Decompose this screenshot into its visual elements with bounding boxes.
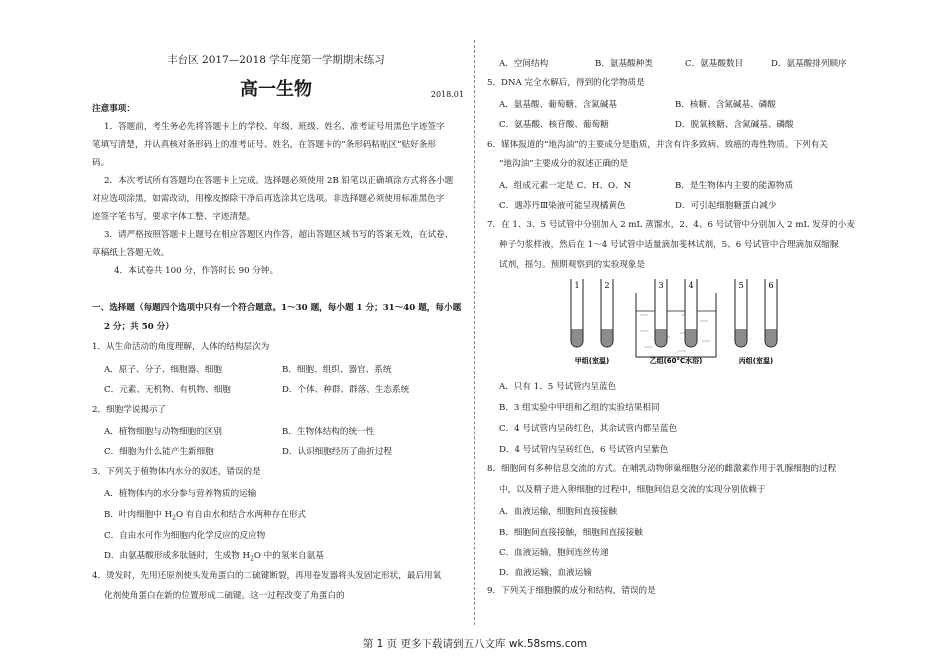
q6-line-1: 6．媒体报道的“地沟油”的主要成分是脂质，并含有许多致病、致癌的毒性物质。下列有关 (487, 140, 828, 150)
note-1-line-1: 1．答题前，考生务必先将答题卡上的学校、年级、班级、姓名、准考证号用黑色字迹签字 (104, 122, 445, 132)
q7-option-a[interactable]: A．只有 1、5 号试管内呈蓝色 (499, 382, 617, 392)
q5-option-a[interactable]: A．氨基酸、葡萄糖、含氮碱基 (499, 100, 617, 110)
test-tube-5 (735, 279, 747, 347)
q8-option-d[interactable]: D．血液运输，血液运输 (499, 568, 592, 578)
q2-option-d[interactable]: D．认识细胞经历了曲折过程 (282, 447, 393, 457)
q6-option-c[interactable]: C．遇苏丹Ⅲ染液可能呈现橘黄色 (499, 201, 626, 211)
note-3-line-1: 3．请严格按照答题卡上题号在相应答题区内作答，超出答题区域书写的答案无效，在试卷、 (104, 230, 454, 240)
q2-option-c[interactable]: C．细胞为什么能产生新细胞 (104, 447, 214, 457)
q3-option-d-part1: D．由氨基酸形成多肽链时，生成物 H (104, 551, 251, 561)
q2-stem: 2．细胞学说揭示了 (92, 405, 167, 415)
test-tube-1 (571, 279, 583, 347)
q2-option-b[interactable]: B．生物体结构的统一性 (282, 427, 375, 437)
column-divider (474, 40, 475, 625)
water-hatching (640, 315, 710, 351)
q6-option-d[interactable]: D．可引起细胞糖蛋白减少 (675, 201, 777, 211)
note-2-line-2: 对应选项涂黑，如需改动，用橡皮擦除干净后再选涂其它选项。非选择题必须使用标准黑色字 (92, 194, 445, 204)
q3-stem: 3．下列关于植物体内水分的叙述，错误的是 (92, 467, 261, 477)
q8-option-c[interactable]: C．血液运输，胞间连丝传递 (499, 548, 609, 558)
q8-line-1: 8．细胞间有多种信息交流的方式。在哺乳动物卵巢细胞分泌的雌激素作用于乳腺细胞的过程 (487, 464, 837, 474)
q6-option-a[interactable]: A．组成元素一定是 C、H、O、N (499, 181, 632, 191)
q7-option-d[interactable]: D．4 号试管内呈砖红色，6 号试管内呈紫色 (499, 445, 669, 455)
q8-line-2: 中，以及精子进入卵细胞的过程中，细胞间信息交流的实现分别依赖于 (499, 485, 766, 495)
q5-option-b[interactable]: B．核糖、含氮碱基、磷酸 (675, 100, 776, 110)
q3-option-a[interactable]: A．植物体内的水分参与营养物质的运输 (104, 489, 257, 499)
q5-option-d[interactable]: D．脱氧核糖、含氮碱基、磷酸 (675, 120, 794, 130)
group1-label: 甲组(室温) (574, 357, 610, 365)
q8-option-a[interactable]: A．血液运输，细胞间直接接触 (499, 507, 617, 517)
q1-option-b[interactable]: B．细胞、组织、器官、系统 (282, 365, 392, 375)
q2-option-a[interactable]: A．植物细胞与动物细胞的区别 (104, 427, 222, 437)
tube-label: 6 (768, 281, 774, 290)
q8-option-b[interactable]: B．细胞间直接接触，细胞间直接接触 (499, 528, 643, 538)
q4-option-b[interactable]: B．氨基酸种类 (595, 59, 653, 69)
q7-line-3: 试剂，摇匀。预期观察到的实验现象是 (499, 260, 646, 270)
group2-label: 乙组(60°C水浴) (649, 357, 703, 365)
page-footer: 第 1 页 更多下载请到五八文库 wk.58sms.com (362, 638, 588, 650)
q3-option-d[interactable]: D．由氨基酸形成多肽链时，生成物 $H_2O$ 中的氢来自氨基 (104, 551, 324, 563)
q5-option-c[interactable]: C．氨基酸、核苷酸、葡萄糖 (499, 120, 609, 130)
tube-group (571, 279, 777, 347)
q6-option-b[interactable]: B．是生物体内主要的能源物质 (675, 181, 794, 191)
notes-heading: 注意事项： (92, 104, 135, 114)
note-1-line-3: 码。 (92, 158, 110, 168)
exam-date: 2018.01 (430, 90, 464, 99)
water-bath-container (636, 293, 716, 357)
note-2-line-1: 2．本次考试所有答题均在答题卡上完成。选择题必须使用 2B 铅笔以正确填涂方式将各小题 (104, 176, 454, 186)
q3-option-c[interactable]: C．自由水可作为细胞内化学反应的反应物 (104, 531, 266, 541)
tube-label: 5 (738, 281, 744, 290)
q4-line-2: 化剂使角蛋白在新的位置形成二硫键。这一过程改变了角蛋白的 (104, 591, 345, 601)
tube-label: 4 (688, 281, 694, 290)
note-2-line-3: 迹签字笔书写，要求字体工整、字迹清楚。 (92, 212, 256, 222)
q5-stem: 5．DNA 完全水解后，得到的化学物质是 (487, 78, 645, 88)
exam-subtitle: 丰台区 2017—2018 学年度第一学期期末练习 (167, 54, 385, 66)
q3-option-b-part1: B．叶肉细胞中 H (104, 510, 173, 520)
q4-option-a[interactable]: A．空间结构 (499, 59, 549, 69)
q1-stem: 1．从生命活动的角度理解，人体的结构层次为 (92, 342, 270, 352)
section-heading-line-1: 一、选择题（每题四个选项中只有一个符合题意。1～30 题，每小题 1 分；31～40 题，每小题 (92, 303, 462, 313)
tube-label: 2 (604, 281, 610, 290)
note-1-line-2: 笔填写清楚，并认真核对条形码上的准考证号、姓名，在答题卡的“条形码粘贴区”贴好条形 (92, 140, 436, 150)
tube-label: 3 (658, 281, 664, 290)
q7-line-1: 7．在 1、3、5 号试管中分别加入 2 mL 蒸馏水，2、4、6 号试管中分别加入 2 mL 发芽的小麦 (487, 220, 855, 230)
q7-option-c[interactable]: C．4 号试管内呈砖红色，其余试管内都呈蓝色 (499, 424, 678, 434)
q7-option-b[interactable]: B．3 组实验中甲组和乙组的实验结果相同 (499, 403, 660, 413)
test-tube-diagram (560, 275, 800, 367)
q4-option-d[interactable]: D．氨基酸排列顺序 (771, 59, 847, 69)
q3-option-b-part2: O 有自由水和结合水两种存在形式 (175, 510, 307, 520)
q4-line-1: 4．烫发时，先用还原剂使头发角蛋白的二硫键断裂，再用卷发器将头发固定形状，最后用氧 (92, 571, 442, 581)
tube-label: 1 (574, 281, 580, 290)
q3-option-b[interactable]: B．叶肉细胞中 $H_2O$ 有自由水和结合水两种存在形式 (104, 510, 307, 522)
test-tube-2 (601, 279, 613, 347)
test-tube-6 (765, 279, 777, 347)
page-title: 高一生物 (240, 79, 312, 100)
test-tube-4 (685, 279, 697, 347)
group3-label: 丙组(室温) (738, 357, 774, 365)
note-3-line-2: 草稿纸上答题无效。 (92, 248, 170, 258)
q1-option-c[interactable]: C．元素、无机物、有机物、细胞 (104, 385, 231, 395)
q9-stem: 9．下列关于细胞膜的成分和结构，错误的是 (487, 586, 656, 596)
q1-option-a[interactable]: A．原子、分子、细胞器、细胞 (104, 365, 222, 375)
q4-option-c[interactable]: C．氨基酸数目 (685, 59, 744, 69)
q3-option-d-part2: O 中的氢来自氨基 (253, 551, 324, 561)
note-4: 4．本试卷共 100 分，作答时长 90 分钟。 (114, 266, 279, 276)
section-heading-line-2: 2 分；共 50 分） (104, 322, 174, 332)
test-tube-3 (655, 279, 667, 347)
q7-line-2: 种子匀浆样液，然后在 1～4 号试管中适量滴加斐林试剂，5、6 号试管中合理滴加双缩脲 (499, 240, 839, 250)
q1-option-d[interactable]: D．个体、种群、群落、生态系统 (282, 385, 410, 395)
q6-line-2: “地沟油”主要成分的叙述正确的是 (499, 159, 629, 169)
